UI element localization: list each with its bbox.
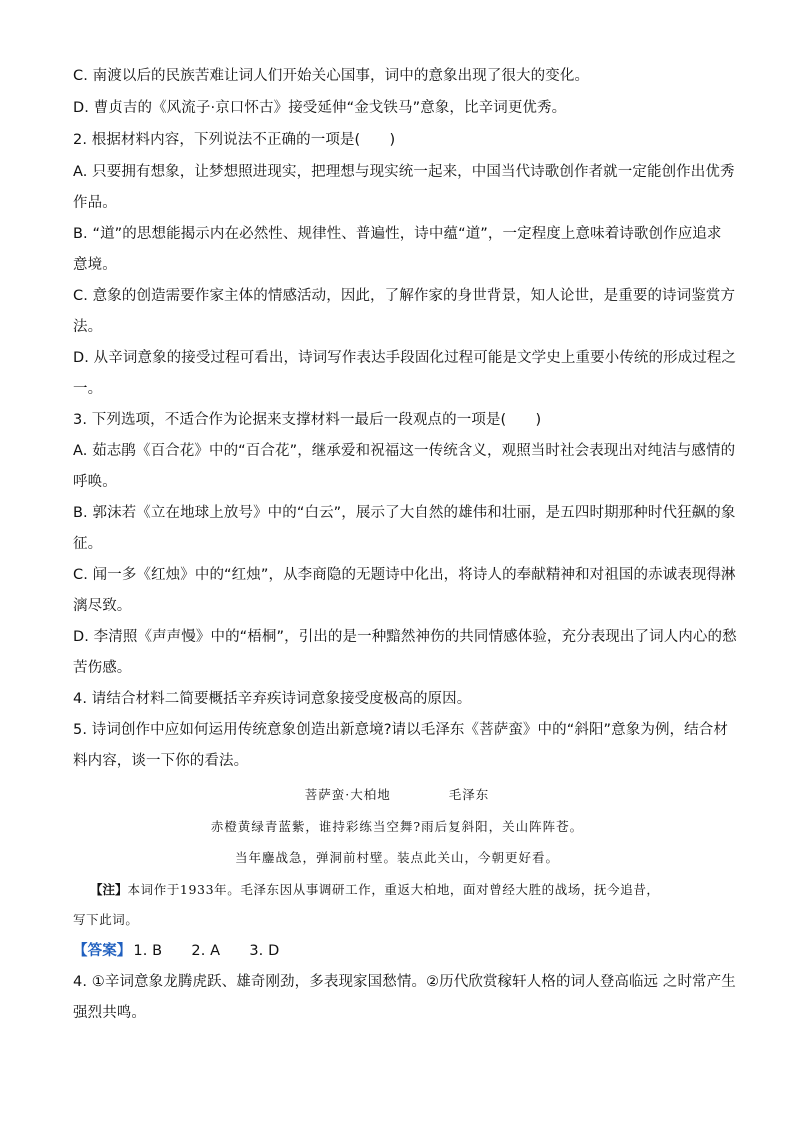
poem-title: 菩萨蛮·大柏地 bbox=[304, 787, 391, 802]
poem-note-line2: 写下此词。 bbox=[73, 912, 139, 927]
question-3: 3. 下列选项，不适合作为论据来支撑材料一最后一段观点的一项是( ) bbox=[73, 412, 542, 428]
answer-4-line2: 强烈共鸣。 bbox=[73, 1005, 146, 1021]
q3-option-d-line1: D. 李清照《声声慢》中的“梧桐”，引出的是一种黯然神伤的共同情感体验，充分表现出了词人内心的愁 bbox=[73, 629, 737, 645]
q2-option-c-line2: 法。 bbox=[73, 319, 103, 335]
question-4: 4. 请结合材料二简要概括辛弃疾诗词意象接受度极高的原因。 bbox=[73, 691, 472, 707]
answer-4-line1: 4. ①辛词意象龙腾虎跃、雄奇刚劲，多表现家国愁情。②历代欣赏稼轩人格的词人登高临远 之时常产生 bbox=[73, 974, 736, 990]
q2-option-c-line1: C. 意象的创造需要作家主体的情感活动，因此，了解作家的身世背景，知人论世，是重要的诗词鉴赏方 bbox=[73, 288, 736, 304]
question-5-line1: 5. 诗词创作中应如何运用传统意象创造出新意境?请以毛泽东《菩萨蛮》中的“斜阳”意象为例，结合材 bbox=[73, 722, 728, 738]
q3-option-c-line2: 漓尽致。 bbox=[73, 598, 132, 614]
q3-option-a-line2: 呼唤。 bbox=[73, 474, 117, 490]
option-d-prev: D. 曹贞吉的《风流子·京口怀古》接受延伸“金戈铁马”意象，比辛词更优秀。 bbox=[73, 100, 567, 116]
q3-option-d-line2: 苦伤感。 bbox=[73, 660, 132, 676]
q3-option-b-line2: 征。 bbox=[73, 536, 103, 552]
answer-line bbox=[73, 941, 733, 961]
q3-option-a-line1: A. 茹志鹃《百合花》中的“百合花”，继承爱和祝福这一传统含义，观照当时社会表现出对纯洁与感情的 bbox=[73, 443, 736, 459]
q2-option-b-line1: B. “道”的思想能揭示内在必然性、规律性、普遍性，诗中蕴“道”，一定程度上意味着诗歌创作应追求 bbox=[73, 226, 722, 242]
q2-option-a-line1: A. 只要拥有想象，让梦想照进现实，把理想与现实统一起来，中国当代诗歌创作者就一定能创作出优秀 bbox=[73, 164, 735, 180]
poem-line-2: 当年鏖战急，弹洞前村壁。装点此关山，今朝更好看。 bbox=[234, 850, 559, 865]
q3-option-c-line1: C. 闻一多《红烛》中的“红烛”，从李商隐的无题诗中化出，将诗人的奉献精神和对祖国的赤诚表现得淋 bbox=[73, 567, 736, 583]
q2-option-a-line2: 作品。 bbox=[73, 195, 117, 211]
answer-values: 1. B 2. A 3. D bbox=[133, 943, 280, 959]
q2-option-d-line1: D. 从辛词意象的接受过程可看出，诗词写作表达手段固化过程可能是文学史上重要小传统的形成过程之 bbox=[73, 350, 737, 366]
answer-tag: 【答案】 bbox=[73, 943, 132, 959]
q2-option-d-line2: 一。 bbox=[73, 381, 103, 397]
note-text: 本词作于1933年。毛泽东因从事调研工作，重返大柏地，面对曾经大胜的战场，抚今追昔， bbox=[127, 882, 660, 897]
poem-heading bbox=[0, 786, 794, 804]
poem-author: 毛泽东 bbox=[448, 787, 490, 802]
q3-option-b-line1: B. 郭沫若《立在地球上放号》中的“白云”，展示了大自然的雄伟和壮丽，是五四时期那种时代狂飙的象 bbox=[73, 505, 736, 521]
question-2: 2. 根据材料内容，下列说法不正确的一项是( ) bbox=[73, 132, 396, 148]
question-5-line2: 料内容，谈一下你的看法。 bbox=[73, 753, 249, 769]
poem-note-line1 bbox=[90, 881, 750, 899]
option-c-prev: C. 南渡以后的民族苦难让词人们开始关心国事，词中的意象出现了很大的变化。 bbox=[73, 68, 590, 84]
q2-option-b-line2: 意境。 bbox=[73, 257, 117, 273]
note-tag: 【注】 bbox=[90, 882, 128, 897]
poem-line-1: 赤橙黄绿青蓝紫，谁持彩练当空舞?雨后复斜阳，关山阵阵苍。 bbox=[210, 819, 584, 834]
